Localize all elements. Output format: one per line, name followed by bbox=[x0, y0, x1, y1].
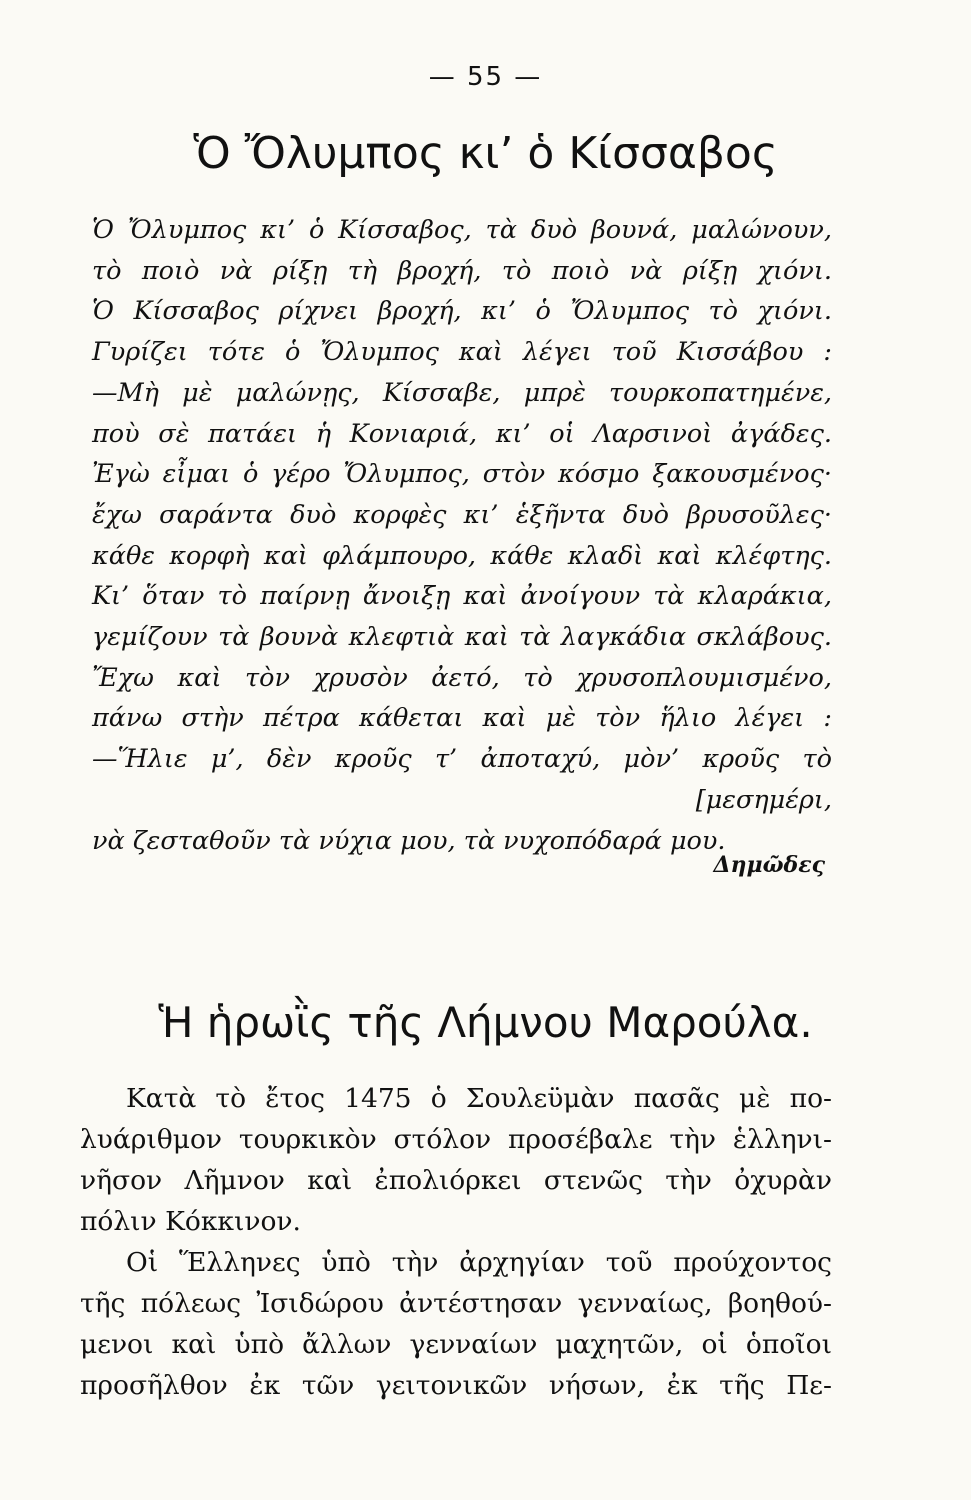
poem-line: κάθε κορφὴ καὶ φλάμπουρο, κάθε κλαδὶ καὶ κλέφτης. bbox=[92, 540, 832, 571]
poem-title: Ὁ Ὄλυμπος κι’ ὁ Κίσσαβος bbox=[193, 128, 778, 179]
text-line: τῆς πόλεως Ἰσιδώρου ἀντέστησαν γενναίως, βοηθού- bbox=[80, 1288, 832, 1319]
poem-line: Γυρίζει τότε ὁ Ὄλυμπος καὶ λέγει τοῦ Κισσάβου : bbox=[92, 337, 832, 368]
paragraph bbox=[80, 1078, 832, 1242]
poem-line: Ὁ Ὄλυμπος κι’ ὁ Κίσσαβος, τὰ δυὸ βουνά, μαλώνουν, bbox=[92, 215, 832, 245]
text-line: μενοι καὶ ὑπὸ ἄλλων γενναίων μαχητῶν, οἱ ὁποῖοι bbox=[80, 1329, 832, 1360]
poem-line: Ἐγὼ εἶμαι ὁ γέρο Ὄλυμπος, στὸν κόσμο ξακουσμένος· bbox=[92, 459, 832, 490]
story-title: Ἡ ἡρωῒς τῆς Λήμνου Μαρούλα. bbox=[158, 998, 813, 1047]
poem-line: —Ἥλιε μ’, δὲν κροῦς τ’ ἀποταχύ, μὸν’ κροῦς τὸ bbox=[92, 744, 832, 775]
story-text bbox=[80, 1078, 832, 1406]
poem-line: γεμίζουν τὰ βουνὰ κλεφτιὰ καὶ τὰ λαγκάδια σκλάβους. bbox=[92, 622, 832, 653]
text-line: Κατὰ τὸ ἔτος 1475 ὁ Σουλεϋμὰν πασᾶς μὲ πο- bbox=[126, 1083, 832, 1114]
poem-line: Κι’ ὅταν τὸ παίρνῃ ἄνοιξῃ καὶ ἀνοίγουν τὰ κλαράκια, bbox=[92, 581, 832, 612]
paragraph bbox=[80, 1242, 832, 1406]
poem-line: —Μὴ μὲ μαλώνῃς, Κίσσαβε, μπρὲ τουρκοπατημένε, bbox=[92, 377, 832, 408]
poem-line: τὸ ποιὸ νὰ ρίξῃ τὴ βροχή, τὸ ποιὸ νὰ ρίξῃ χιόνι. bbox=[92, 255, 832, 286]
poem-line: πάνω στὴν πέτρα κάθεται καὶ μὲ τὸν ἥλιο λέγει : bbox=[92, 703, 832, 734]
text-line: Οἱ Ἕλληνες ὑπὸ τὴν ἀρχηγίαν τοῦ προύχοντος bbox=[126, 1247, 832, 1278]
text-line: πόλιν Κόκκινον. bbox=[80, 1206, 301, 1237]
poem-line: ποὺ σὲ πατάει ἡ Κονιαριά, κι’ οἱ Λαρσινοὶ ἀγάδες. bbox=[92, 418, 832, 449]
poem-line: νὰ ζεσταθοῦν τὰ νύχια μου, τὰ νυχοπόδαρά μου. bbox=[92, 825, 726, 856]
text-line: λυάριθμον τουρκικὸν στόλον προσέβαλε τὴν ἑλληνι- bbox=[80, 1124, 832, 1155]
text-line: προσῆλθον ἐκ τῶν γειτονικῶν νήσων, ἐκ τῆς Πε- bbox=[80, 1370, 832, 1401]
text-line: νῆσον Λῆμνον καὶ ἐπολιόρκει στενῶς τὴν ὀχυρὰν bbox=[80, 1165, 832, 1196]
poem bbox=[92, 210, 832, 861]
poem-source: Δημῶδες bbox=[713, 852, 825, 878]
poem-line: ἔχω σαράντα δυὸ κορφὲς κι’ ἑξῆντα δυὸ βρυσοῦλες· bbox=[92, 499, 832, 530]
poem-line: Ἔχω καὶ τὸν χρυσὸν ἀετό, τὸ χρυσοπλουμισμένο, bbox=[92, 662, 832, 693]
poem-line: Ὁ Κίσσαβος ρίχνει βροχή, κι’ ὁ Ὄλυμπος τὸ χιόνι. bbox=[92, 296, 832, 327]
page-number: — 55 — bbox=[428, 62, 543, 92]
poem-line-continuation: [μεσημέρι, bbox=[695, 784, 832, 815]
